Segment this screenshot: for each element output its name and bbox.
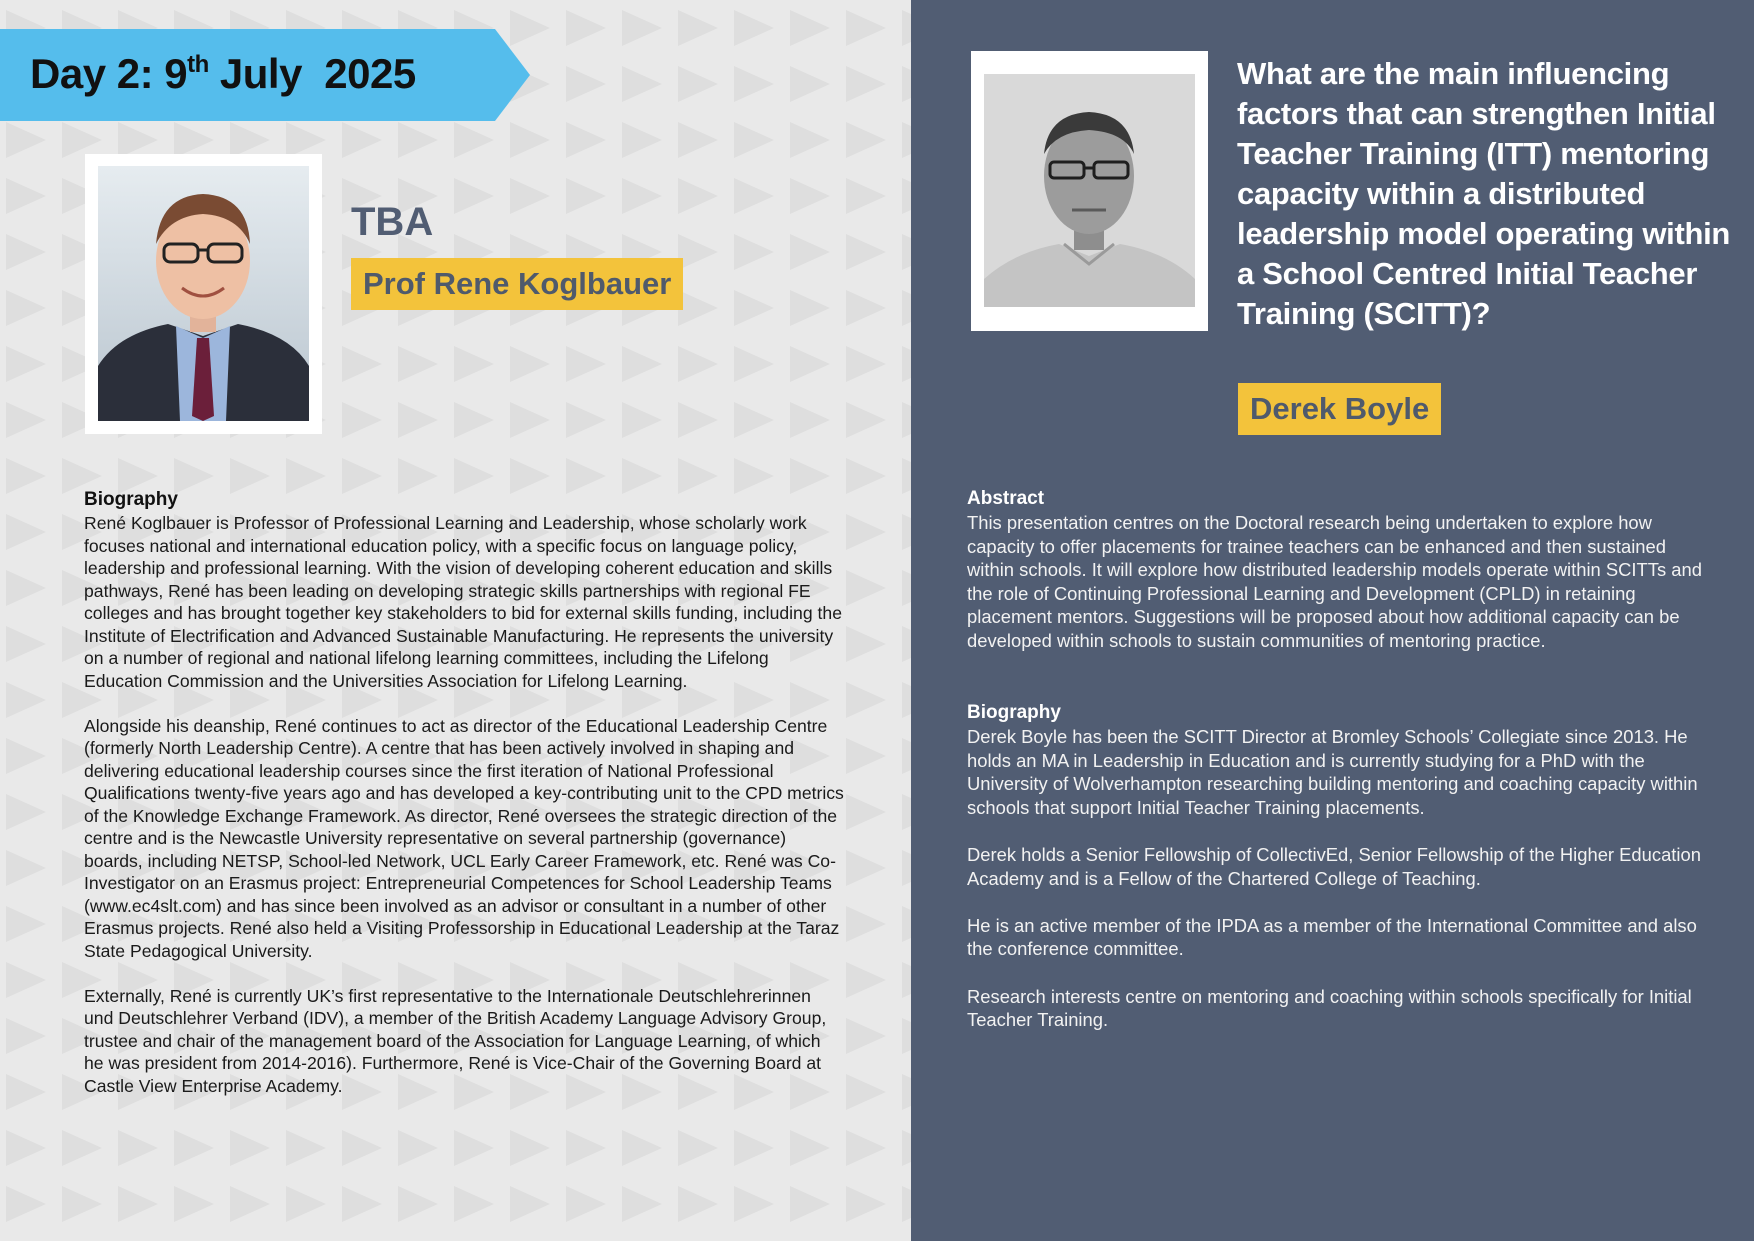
biography-paragraph: Derek holds a Senior Fellowship of CollectivEd, Senior Fellowship of the Higher Education Academy and is a Fellow of the Chartered College of Teaching. [967,843,1701,889]
biography-paragraph: He is an active member of the IPDA as a member of the International Committee and also the conference committee. [967,914,1697,960]
biography-paragraph: Alongside his deanship, René continues to act as director of the Educational Leadership Centre (formerly North Leadership Centre). A centre that has been actively involved in shaping and delivering educational leadership courses since the first iteration of National Professional Qualifications twenty-five years ago and has developed a key-contributing unit to the CPD metrics of the Knowledge Exchange Framework. As director, René oversees the strategic direction of the centre and is the Newcastle University representative on several partnership (governance) boards, including NETSP, School-led Network, UCL Early Career Framework, etc. René was Co-Investigator on an Erasmus project: Entrepreneurial Competences for School Leadership Teams (www.ec4slt.com) and has since been involved as an advisor or consultant in a number of other Erasmus projects. René also held a Visiting Professorship in Educational Leadership at the Taraz State Pedagogical University. [84,715,844,961]
biography-paragraph: Externally, René is currently UK’s first representative to the Internationale Deutschlehrerinnen und Deutschlehrer Verband (IDV), a member of the British Academy Language Advisory Group, trustee and chair of the management board of the Association for Language Learning, of which he was president from 2014-2016). Furthermore, René is Vice-Chair of the Governing Board at Castle View Enterprise Academy. [84,985,827,1096]
biography-paragraph: Derek Boyle has been the SCITT Director at Bromley Schools’ Collegiate since 2013. He holds an MA in Leadership in Education and is currently studying for a PhD with the University of Wolverhampton researching building mentoring and coaching capacity within schools that support Initial Teacher Training placements. [967,726,1698,818]
speaker-name-badge-right: Derek Boyle [1238,383,1441,435]
abstract-text: This presentation centres on the Doctoral research being undertaken to explore how capacity to offer placements for trainee teachers can be enhanced and then sustained within schools. It will explore how distributed leadership models operate within SCITTs and the role of Continuing Professional Learning and Development (CPLD) in retaining placement mentors. Suggestions will be proposed about how additional capacity can be developed within schools to sustain communities of mentoring practice. [967,512,1702,651]
portrait-photo-icon [984,74,1195,307]
biography-paragraph: Research interests centre on mentoring and coaching within schools specifically for Initial Teacher Training. [967,985,1692,1031]
biography-text-left [84,512,844,1120]
day-heading: Day 2: 9th July 2025 [30,50,416,97]
portrait-photo-icon [98,166,309,421]
speaker-name-badge-left: Prof Rene Koglbauer [351,258,683,310]
day-ordinal-suffix: th [187,51,209,78]
session-title-left: TBA [351,200,434,244]
speaker-photo-right [971,51,1208,331]
biography-heading-left: Biography [84,489,178,510]
biography-text-right [967,725,1707,1055]
session-title-right: What are the main influencing factors that can strengthen Initial Teacher Training (ITT) mentoring capacity within a distributed leadership model operating within a School Centred Initial Teacher Training (SCITT)? [1237,56,1731,331]
biography-paragraph: René Koglbauer is Professor of Professional Learning and Leadership, whose scholarly work focuses national and international education policy, with a specific focus on language policy, leadership and professional learning. With the vision of developing coherent education and skills pathways, René has been leading on developing strategic skills partnerships with regional FE colleges and has brought together key stakeholders to bid for external skills funding, including the Institute of Electrification and Advanced Sustainable Manufacturing. He represents the university on a number of regional and national lifelong learning committees, including the Lifelong Education Commission and the Universities Association for Lifelong Learning. [84,513,842,691]
speaker-photo-left [85,154,322,434]
biography-heading-right: Biography [967,702,1061,723]
abstract-heading: Abstract [967,488,1045,509]
